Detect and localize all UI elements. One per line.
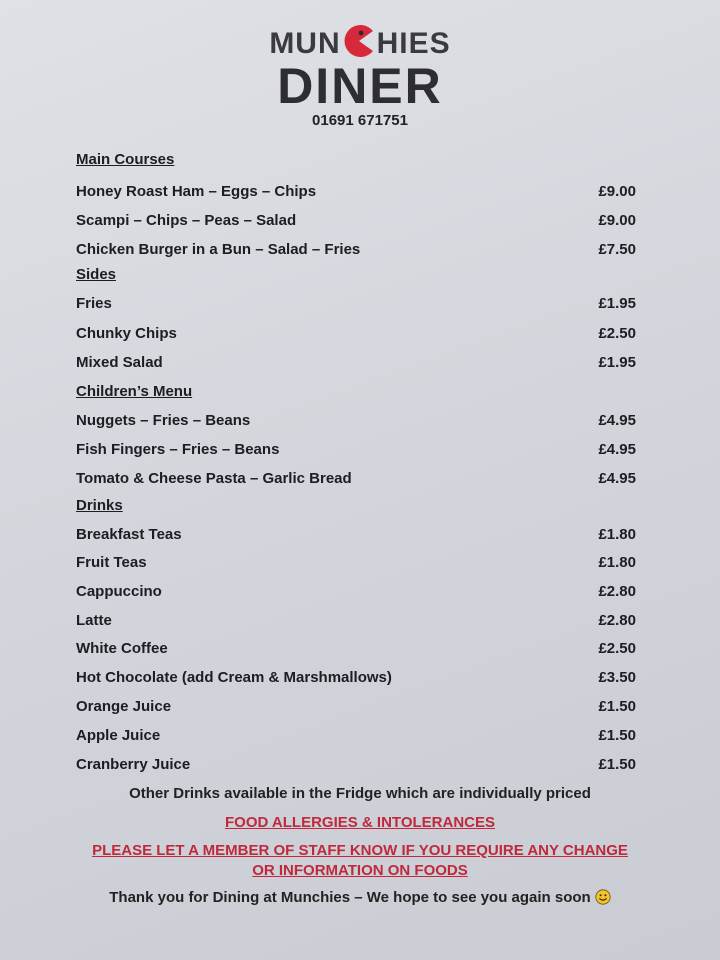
pacman-c-icon xyxy=(342,24,376,58)
item-name: Latte xyxy=(76,612,112,629)
menu-item xyxy=(76,467,636,491)
item-name: Hot Chocolate (add Cream & Marshmallows) xyxy=(76,669,392,686)
menu-item xyxy=(76,724,636,748)
menu-item xyxy=(76,637,636,661)
item-name: Breakfast Teas xyxy=(76,526,182,543)
item-name: Fruit Teas xyxy=(76,554,147,571)
item-name: Scampi – Chips – Peas – Salad xyxy=(76,212,297,229)
thank-you-text: Thank you for Dining at Munchies – We hope to see you again soon xyxy=(109,889,591,906)
menu-item xyxy=(76,753,636,777)
menu-item xyxy=(76,580,636,604)
item-name: Tomato & Cheese Pasta – Garlic Bread xyxy=(76,470,352,487)
item-price: £7.50 xyxy=(598,241,636,258)
other-drinks-note: Other Drinks available in the Fridge which are individually priced xyxy=(129,785,591,802)
menu-item xyxy=(76,666,636,690)
logo-diner: DINER xyxy=(277,58,443,114)
item-price: £2.50 xyxy=(598,640,636,657)
logo-munchies-left: MUN xyxy=(269,27,341,60)
allergy-notice-line1-text: PLEASE LET A MEMBER OF STAFF KNOW IF YOU REQUIRE ANY CHANGE xyxy=(92,842,628,859)
menu-item xyxy=(76,292,636,316)
item-price: £2.80 xyxy=(598,583,636,600)
item-name: Cranberry Juice xyxy=(76,756,191,773)
item-price: £1.50 xyxy=(598,756,636,773)
menu-item xyxy=(76,322,636,346)
menu-item xyxy=(76,609,636,633)
item-price: £1.95 xyxy=(598,354,636,371)
menu-item xyxy=(76,695,636,719)
menu-item xyxy=(76,351,636,375)
menu-item xyxy=(76,409,636,433)
allergy-notice-line1 xyxy=(0,840,720,862)
item-price: £1.50 xyxy=(598,727,636,744)
item-price: £9.00 xyxy=(598,212,636,229)
menu-item xyxy=(76,551,636,575)
diner-logo xyxy=(0,22,720,129)
item-price: £1.80 xyxy=(598,526,636,543)
menu-item xyxy=(76,209,636,233)
item-price: £2.50 xyxy=(598,325,636,342)
thank-you-note xyxy=(0,887,720,909)
item-name: Chunky Chips xyxy=(76,325,177,342)
section-heading-drinks: Drinks xyxy=(76,497,123,514)
item-name: Fries xyxy=(76,295,112,312)
allergy-title xyxy=(0,812,720,834)
menu-item xyxy=(76,238,636,262)
item-name: Fish Fingers – Fries – Beans xyxy=(76,441,280,458)
item-price: £9.00 xyxy=(598,183,636,200)
item-price: £3.50 xyxy=(598,669,636,686)
section-heading-main-courses: Main Courses xyxy=(76,151,175,168)
item-price: £1.95 xyxy=(598,295,636,312)
menu-item xyxy=(76,438,636,462)
item-price: £1.80 xyxy=(598,554,636,571)
item-price: £4.95 xyxy=(598,412,636,429)
phone-number: 01691 671751 xyxy=(312,112,408,129)
menu-item xyxy=(76,180,636,204)
logo-munchies-right: HIES xyxy=(376,27,451,60)
allergy-title-text: FOOD ALLERGIES & INTOLERANCES xyxy=(224,814,495,831)
smiley-face-icon xyxy=(595,889,611,905)
item-name: Nuggets – Fries – Beans xyxy=(76,412,251,429)
item-price: £1.50 xyxy=(598,698,636,715)
item-name: Apple Juice xyxy=(76,727,161,744)
allergy-notice-line2-text: OR INFORMATION ON FOODS xyxy=(252,862,468,879)
item-price: £2.80 xyxy=(598,612,636,629)
item-price: £4.95 xyxy=(598,470,636,487)
item-name: Chicken Burger in a Bun – Salad – Fries xyxy=(76,241,361,258)
allergy-notice-line2 xyxy=(0,860,720,882)
item-price: £4.95 xyxy=(598,441,636,458)
item-name: Mixed Salad xyxy=(76,354,163,371)
section-heading-sides: Sides xyxy=(76,266,117,283)
item-name: Honey Roast Ham – Eggs – Chips xyxy=(76,183,317,200)
item-name: Orange Juice xyxy=(76,698,172,715)
section-heading-childrens-menu: Children’s Menu xyxy=(76,383,193,400)
item-name: Cappuccino xyxy=(76,583,162,600)
menu-item xyxy=(76,523,636,547)
item-name: White Coffee xyxy=(76,640,168,657)
